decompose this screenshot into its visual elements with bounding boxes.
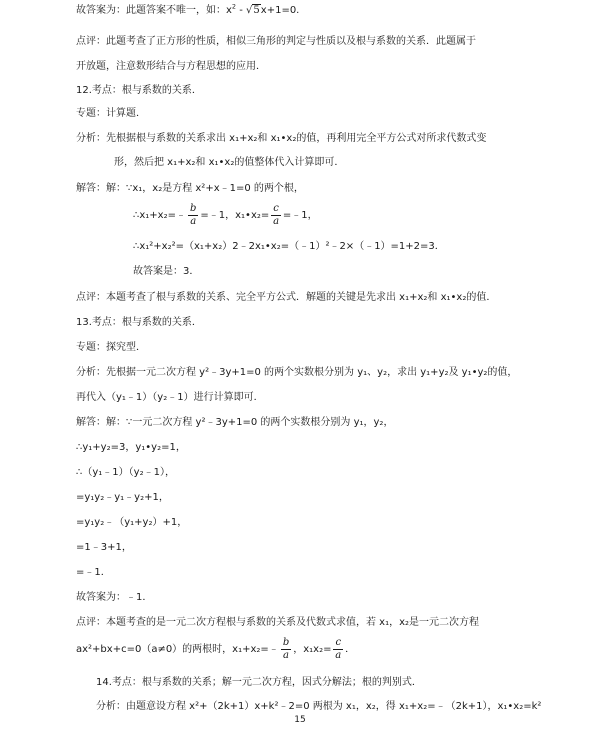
period: ． bbox=[345, 644, 356, 655]
q13-topic: 13.考点：根与系数的关系． bbox=[76, 317, 202, 328]
numerator: b bbox=[282, 636, 290, 648]
q12-analysis-line-1: 分析：先根据根与系数的关系求出 x₁+x₂和 x₁•x₂的值，再利用完全平方公式对所求代数式变 bbox=[76, 133, 487, 144]
comment-11-line-1: 点评：此题考查了正方形的性质，相似三角形的判定与性质以及根与系数的关系．此题属于 bbox=[76, 36, 476, 47]
answer-line-11 bbox=[76, 4, 299, 18]
comment-11-line-2: 开放题，注意数形结合与方程思想的应用． bbox=[76, 61, 266, 72]
q13-comment-line-2 bbox=[76, 636, 355, 664]
sum-label: ∴x₁+x₂=﹣ bbox=[133, 210, 186, 221]
q13-solution-line-5: =y₁y₂﹣（y₁+y₂）+1， bbox=[76, 517, 188, 528]
fraction-c-over-a bbox=[333, 637, 343, 662]
answer-label: 故答案为：此题答案不唯一，如：x bbox=[76, 5, 232, 16]
numerator: c bbox=[335, 636, 342, 648]
radicand: 5 bbox=[253, 5, 260, 16]
q12-subject: 专题：计算题． bbox=[76, 108, 146, 119]
fraction-c-over-a bbox=[271, 203, 281, 228]
numerator: b bbox=[189, 202, 197, 214]
denominator: a bbox=[335, 649, 342, 661]
page-number: 15 bbox=[294, 715, 306, 725]
q14-topic: 14.考点：根与系数的关系；解一元二次方程，因式分解法；根的判别式． bbox=[96, 677, 422, 688]
q13-analysis-line-1: 分析：先根据一元二次方程 y²﹣3y+1=0 的两个实数根分别为 y₁、y₂，求出 y₁+y₂及 y₁•y₂的值， bbox=[76, 367, 518, 378]
formula-prefix: ax²+bx+c=0（a≠0）的两根时，x₁+x₂=﹣ bbox=[76, 644, 279, 655]
q13-solution-line-3: ∴（y₁﹣1）（y₂﹣1）， bbox=[76, 467, 175, 478]
equation-tail: x+1=0. bbox=[260, 5, 300, 16]
q13-solution-line-1: 解答：解：∵一元二次方程 y²﹣3y+1=0 的两个实数根分别为 y₁，y₂， bbox=[76, 417, 394, 428]
denominator: a bbox=[273, 215, 280, 227]
product-label: =﹣1，x₁•x₂= bbox=[200, 210, 270, 221]
fraction-b-over-a bbox=[281, 637, 291, 662]
exponent: 2 bbox=[231, 2, 237, 11]
q12-answer: 故答案是：3． bbox=[133, 266, 200, 277]
q12-solution-line-1: 解答：解：∵x₁，x₂是方程 x²+x﹣1=0 的两个根， bbox=[76, 183, 304, 194]
q12-vieta-line bbox=[133, 202, 318, 230]
q12-topic: 12.考点：根与系数的关系． bbox=[76, 85, 202, 96]
q13-solution-line-2: ∴y₁+y₂=3，y₁•y₂=1， bbox=[76, 442, 186, 453]
q14-analysis-line-1: 分析：由题意设方程 x²+（2k+1）x+k²﹣2=0 两根为 x₁，x₂，得 x₁+x₂=﹣（2k+1），x₁•x₂=k² bbox=[96, 701, 542, 712]
q12-square-sum-line: ∴x₁²+x₂²=（x₁+x₂）2﹣2x₁•x₂=（﹣1）²﹣2×（﹣1）=1+2=3． bbox=[133, 241, 445, 252]
q13-answer: 故答案为：﹣1． bbox=[76, 592, 153, 603]
denominator: a bbox=[283, 649, 289, 661]
numerator: c bbox=[273, 202, 279, 214]
q13-subject: 专题：探究型． bbox=[76, 342, 146, 353]
q13-solution-line-7: =﹣1． bbox=[76, 567, 111, 578]
product-value: =﹣1， bbox=[282, 210, 318, 221]
q13-solution-line-6: =1﹣3+1， bbox=[76, 542, 132, 553]
q12-comment: 点评：本题考查了根与系数的关系、完全平方公式．解题的关键是先求出 x₁+x₂和 x₁•x₂的值． bbox=[76, 292, 497, 303]
fraction-b-over-a bbox=[188, 203, 198, 228]
minus-sign: - bbox=[236, 5, 247, 16]
q13-analysis-line-2: 再代入（y₁﹣1）（y₂﹣1）进行计算即可． bbox=[76, 392, 264, 403]
denominator: a bbox=[190, 215, 197, 227]
product-label: ，x₁x₂= bbox=[293, 644, 332, 655]
q12-analysis-line-2: 形，然后把 x₁+x₂和 x₁•x₂的值整体代入计算即可． bbox=[114, 157, 345, 168]
q13-comment-line-1: 点评：本题考查的是一元二次方程根与系数的关系及代数式求值，若 x₁，x₂是一元二次方程 bbox=[76, 617, 480, 628]
q13-solution-line-4: =y₁y₂﹣y₁﹣y₂+1， bbox=[76, 492, 169, 503]
sqrt-five: √5 bbox=[246, 5, 260, 16]
